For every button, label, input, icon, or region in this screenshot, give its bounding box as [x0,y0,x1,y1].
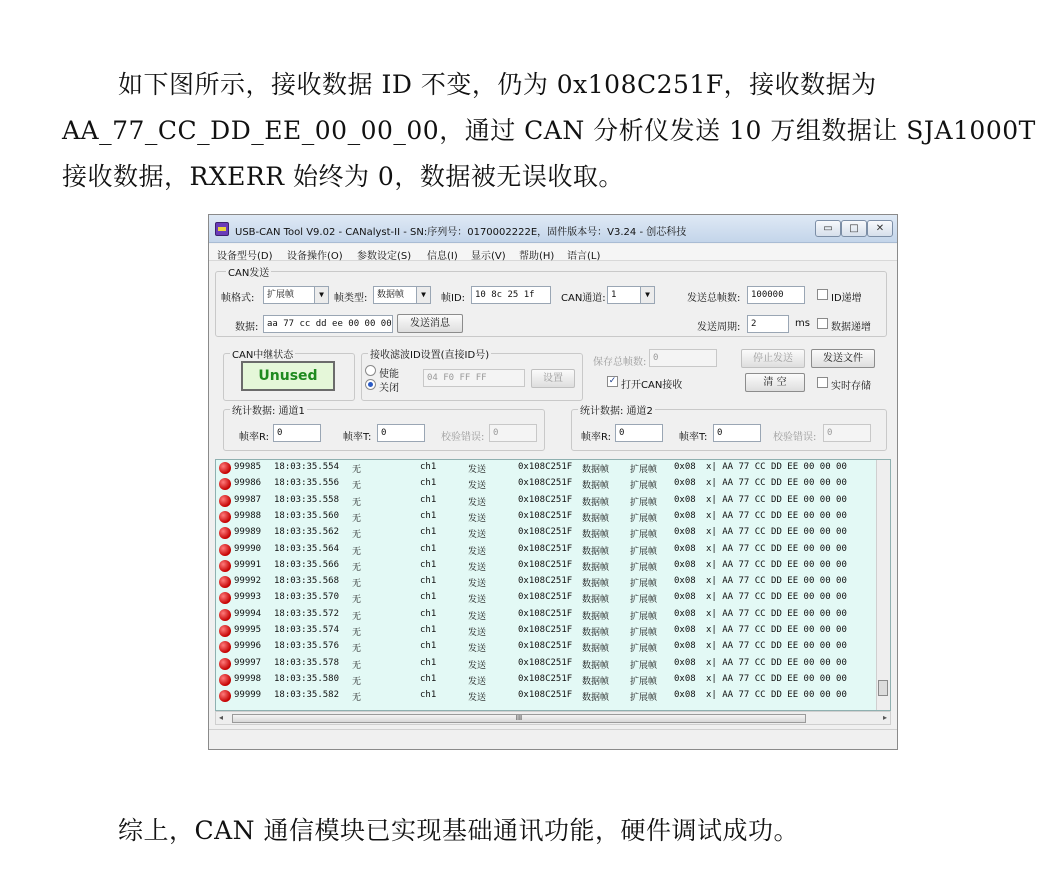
status-dot-icon [219,511,231,523]
status-dot-icon [219,674,231,686]
log-cell-fmt: 扩展帧 [630,530,658,541]
menu-info[interactable]: 信息(I) [427,251,458,262]
log-cell-dlc: 0x08 [674,494,696,505]
menu-view[interactable]: 显示(V) [471,251,506,262]
log-cell-id: 0x108C251F [518,576,573,587]
log-cell-dir: 发送 [468,497,487,508]
log-cell-time: 18:03:35.578 [274,657,340,668]
can-send-group-label: CAN发送 [226,264,271,279]
log-cell-dlc: 0x08 [674,673,696,684]
log-cell-seq: 99994 [234,608,262,619]
close-button[interactable]: ✕ [867,220,893,237]
stats-channel2-err-label: 校验错误: [773,432,817,443]
log-cell-flag: 无 [352,628,362,638]
chevron-down-icon: ▼ [416,287,430,303]
status-dot-icon [219,544,231,556]
log-cell-id: 0x108C251F [518,592,573,603]
log-row[interactable] [216,672,876,688]
frame-type-label: 帧类型: [334,293,368,304]
log-row[interactable] [216,574,876,590]
log-cell-id: 0x108C251F [518,462,573,472]
log-cell-seq: 99993 [234,592,262,603]
can-channel-select[interactable] [607,286,655,304]
saved-total-label: 保存总帧数: [593,357,647,368]
log-cell-time: 18:03:35.564 [274,543,340,554]
log-cell-dir: 发送 [468,546,487,557]
stats-channel1-rx-label: 帧率R: [239,432,270,443]
frame-id-label: 帧ID: [441,293,466,304]
id-increment-checkbox[interactable] [817,289,828,300]
log-cell-dlc: 0x08 [674,625,696,635]
log-cell-type: 数据帧 [582,513,610,524]
log-cell-dir: 发送 [468,465,487,475]
log-cell-dir: 发送 [468,644,487,655]
log-cell-ch: ch1 [420,510,437,521]
log-cell-fmt: 扩展帧 [630,628,658,638]
status-dot-icon [219,527,231,539]
log-cell-data: x| AA 77 CC DD EE 00 00 00 [706,527,847,538]
log-cell-dir: 发送 [468,660,487,671]
log-cell-fmt: 扩展帧 [630,611,658,622]
menu-language[interactable]: 语言(L) [567,251,601,262]
horizontal-scrollbar-thumb[interactable]: III [232,714,806,723]
status-dot-icon [219,478,231,490]
log-cell-flag: 无 [352,465,362,475]
relay-status-badge: Unused [241,361,335,391]
log-cell-type: 数据帧 [582,497,610,508]
status-dot-icon [219,560,231,572]
log-cell-dlc: 0x08 [674,657,696,668]
log-cell-dlc: 0x08 [674,478,696,489]
stats-channel1-err-label: 校验错误: [441,432,485,443]
log-cell-flag: 无 [352,530,362,541]
stats-channel2-label: 统计数据: 通道2 [578,402,655,417]
send-period-unit: ms [795,318,810,329]
log-cell-seq: 99989 [234,527,262,538]
log-cell-ch: ch1 [420,543,437,554]
send-message-button[interactable]: 发送消息 [397,314,463,333]
log-cell-ch: ch1 [420,478,437,489]
log-cell-id: 0x108C251F [518,494,573,505]
log-cell-type: 数据帧 [582,562,610,573]
log-cell-type: 数据帧 [582,660,610,671]
frame-type-value: 数据帧 [377,290,405,300]
log-cell-dir: 发送 [468,530,487,541]
minimize-button[interactable]: ▭ [815,220,841,237]
log-cell-type: 数据帧 [582,579,610,590]
log-cell-data: x| AA 77 CC DD EE 00 00 00 [706,543,847,554]
log-cell-dir: 发送 [468,628,487,638]
log-cell-type: 数据帧 [582,595,610,606]
log-cell-time: 18:03:35.560 [274,510,340,521]
log-cell-dlc: 0x08 [674,641,696,652]
log-cell-ch: ch1 [420,657,437,668]
log-cell-type: 数据帧 [582,611,610,622]
total-frames-input[interactable]: 100000 [747,286,805,304]
relay-status-group-label: CAN中继状态 [230,346,295,361]
log-cell-fmt: 扩展帧 [630,579,658,590]
status-dot-icon [219,592,231,604]
paragraph-intro-text: 如下图所示，接收数据 ID 不变，仍为 0x108C251F，接收数据为 AA_77_CC_DD_EE_00_00_00，通过 CAN 分析仪发送 10 万组数据让 SJA1000T 接收数据，RXERR 始终为 0，数据被无误收取。 [62,70,1036,191]
log-cell-ch: ch1 [420,527,437,538]
status-dot-icon [219,690,231,702]
log-cell-flag: 无 [352,513,362,524]
log-cell-fmt: 扩展帧 [630,693,658,704]
log-cell-ch: ch1 [420,641,437,652]
log-cell-dlc: 0x08 [674,543,696,554]
log-row[interactable] [216,460,876,476]
log-cell-flag: 无 [352,644,362,655]
status-dot-icon [219,576,231,588]
scroll-right-icon[interactable]: ▸ [882,713,887,722]
log-cell-fmt: 扩展帧 [630,644,658,655]
log-cell-dir: 发送 [468,676,487,687]
log-cell-type: 数据帧 [582,693,610,704]
vertical-scrollbar-thumb[interactable] [878,680,888,696]
status-dot-icon [219,641,231,653]
log-cell-seq: 99996 [234,641,262,652]
log-cell-flag: 无 [352,497,362,508]
log-cell-ch: ch1 [420,625,437,635]
log-cell-ch: ch1 [420,690,437,701]
log-cell-time: 18:03:35.572 [274,608,340,619]
log-cell-dlc: 0x08 [674,510,696,521]
menu-bar [209,244,897,261]
maximize-button[interactable]: □ [841,220,867,237]
log-cell-time: 18:03:35.576 [274,641,340,652]
status-dot-icon [219,658,231,670]
log-cell-fmt: 扩展帧 [630,513,658,524]
log-cell-ch: ch1 [420,608,437,619]
frame-format-value: 扩展帧 [267,290,295,300]
log-cell-dir: 发送 [468,579,487,590]
menu-device-model[interactable]: 设备型号(D) [217,251,273,262]
horizontal-scrollbar[interactable] [215,711,891,725]
frame-id-input[interactable]: 10 8c 25 1f [471,286,551,304]
can-channel-value: 1 [611,290,617,300]
menu-help[interactable]: 帮助(H) [519,251,555,262]
log-row[interactable] [216,656,876,672]
log-cell-id: 0x108C251F [518,543,573,554]
log-cell-data: x| AA 77 CC DD EE 00 00 00 [706,576,847,587]
log-cell-flag: 无 [352,693,362,704]
log-cell-type: 数据帧 [582,530,610,541]
stats-channel2-tx-label: 帧率T: [679,432,708,443]
log-cell-dir: 发送 [468,595,487,606]
log-cell-fmt: 扩展帧 [630,546,658,557]
log-cell-id: 0x108C251F [518,527,573,538]
data-increment-label: 数据递增 [831,322,871,333]
log-cell-flag: 无 [352,595,362,606]
log-cell-ch: ch1 [420,559,437,570]
log-cell-time: 18:03:35.580 [274,673,340,684]
log-cell-dlc: 0x08 [674,462,696,472]
log-row[interactable] [216,476,876,492]
log-cell-dlc: 0x08 [674,608,696,619]
log-cell-flag: 无 [352,676,362,687]
log-row[interactable] [216,590,876,606]
total-frames-label: 发送总帧数: [687,293,741,304]
log-cell-data: x| AA 77 CC DD EE 00 00 00 [706,657,847,668]
log-cell-data: x| AA 77 CC DD EE 00 00 00 [706,559,847,570]
log-cell-id: 0x108C251F [518,690,573,701]
stats-channel1-err-input: 0 [489,424,537,442]
status-dot-icon [219,495,231,507]
log-cell-time: 18:03:35.554 [274,462,340,472]
log-cell-id: 0x108C251F [518,625,573,635]
log-cell-type: 数据帧 [582,481,610,492]
menu-device-operation[interactable]: 设备操作(O) [287,251,343,262]
log-cell-time: 18:03:35.568 [274,576,340,587]
log-cell-flag: 无 [352,660,362,671]
frame-type-select[interactable] [373,286,431,304]
log-cell-seq: 99987 [234,494,262,505]
log-cell-seq: 99995 [234,625,262,635]
log-cell-seq: 99999 [234,690,262,701]
log-cell-data: x| AA 77 CC DD EE 00 00 00 [706,625,847,635]
frame-format-select[interactable] [263,286,329,304]
log-cell-dir: 发送 [468,513,487,524]
log-cell-fmt: 扩展帧 [630,660,658,671]
log-cell-data: x| AA 77 CC DD EE 00 00 00 [706,608,847,619]
log-cell-seq: 99992 [234,576,262,587]
usb-can-tool-window [208,214,898,750]
clear-button[interactable]: 清 空 [745,373,805,392]
log-cell-fmt: 扩展帧 [630,595,658,606]
log-cell-time: 18:03:35.558 [274,494,340,505]
app-icon [215,222,229,236]
log-row[interactable] [216,639,876,655]
log-cell-flag: 无 [352,611,362,622]
log-cell-id: 0x108C251F [518,673,573,684]
can-channel-label: CAN通道: [561,293,606,304]
log-cell-time: 18:03:35.566 [274,559,340,570]
log-cell-data: x| AA 77 CC DD EE 00 00 00 [706,462,847,472]
log-cell-seq: 99988 [234,510,262,521]
log-cell-time: 18:03:35.556 [274,478,340,489]
log-cell-fmt: 扩展帧 [630,497,658,508]
log-cell-id: 0x108C251F [518,478,573,489]
log-cell-seq: 99998 [234,673,262,684]
paragraph-intro [62,62,1042,200]
data-input[interactable]: aa 77 cc dd ee 00 00 00 [263,315,393,333]
log-cell-data: x| AA 77 CC DD EE 00 00 00 [706,673,847,684]
title-bar [209,215,897,243]
log-cell-id: 0x108C251F [518,510,573,521]
log-cell-seq: 99991 [234,559,262,570]
status-dot-icon [219,625,231,637]
data-label: 数据: [235,322,259,333]
frame-format-label: 帧格式: [221,293,255,304]
data-increment-checkbox[interactable] [817,318,828,329]
log-cell-dir: 发送 [468,481,487,492]
log-cell-flag: 无 [352,481,362,492]
message-log-list[interactable] [215,459,891,711]
id-increment-label: ID递增 [831,293,862,304]
log-row[interactable] [216,607,876,623]
log-cell-id: 0x108C251F [518,657,573,668]
filter-enable-radio[interactable] [365,365,376,376]
realtime-save-label: 实时存储 [831,381,871,392]
log-cell-type: 数据帧 [582,546,610,557]
log-cell-dir: 发送 [468,611,487,622]
log-cell-time: 18:03:35.570 [274,592,340,603]
stats-channel1-tx-input: 0 [377,424,425,442]
receive-filter-group-label: 接收滤波ID设置(直接ID号) [368,346,491,361]
log-cell-dir: 发送 [468,693,487,704]
log-cell-data: x| AA 77 CC DD EE 00 00 00 [706,494,847,505]
log-cell-ch: ch1 [420,576,437,587]
log-row[interactable] [216,688,876,704]
log-cell-ch: ch1 [420,592,437,603]
filter-close-label: 关闭 [379,383,399,394]
log-cell-data: x| AA 77 CC DD EE 00 00 00 [706,510,847,521]
window-title: USB-CAN Tool V9.02 - CANalyst-II - SN:序列号：0170002222E，固件版本号：V3.24 - 创芯科技 [235,227,687,238]
menu-parameter-settings[interactable]: 参数设定(S) [357,251,412,262]
saved-total-input: 0 [649,349,717,367]
send-period-input[interactable]: 2 [747,315,789,333]
log-cell-id: 0x108C251F [518,559,573,570]
send-period-label: 发送周期: [697,322,741,333]
log-cell-dir: 发送 [468,562,487,573]
realtime-save-checkbox[interactable] [817,377,828,388]
stats-channel2-err-input: 0 [823,424,871,442]
log-cell-data: x| AA 77 CC DD EE 00 00 00 [706,690,847,701]
log-row[interactable] [216,558,876,574]
filter-close-radio[interactable] [365,379,376,390]
log-cell-time: 18:03:35.574 [274,625,340,635]
status-dot-icon [219,462,231,474]
log-cell-id: 0x108C251F [518,641,573,652]
log-row[interactable] [216,525,876,541]
log-cell-flag: 无 [352,546,362,557]
filter-enable-label: 使能 [379,369,399,380]
log-cell-seq: 99997 [234,657,262,668]
status-dot-icon [219,609,231,621]
send-file-button[interactable]: 发送文件 [811,349,875,368]
log-cell-time: 18:03:35.582 [274,690,340,701]
filter-range-input[interactable]: 04 F0 FF FF [423,369,525,387]
stats-channel2-rx-input: 0 [615,424,663,442]
log-cell-ch: ch1 [420,462,437,472]
log-cell-fmt: 扩展帧 [630,676,658,687]
log-cell-fmt: 扩展帧 [630,562,658,573]
log-cell-dlc: 0x08 [674,559,696,570]
log-cell-type: 数据帧 [582,628,610,638]
log-cell-data: x| AA 77 CC DD EE 00 00 00 [706,641,847,652]
stats-channel1-rx-input: 0 [273,424,321,442]
log-cell-id: 0x108C251F [518,608,573,619]
log-cell-dlc: 0x08 [674,576,696,587]
log-cell-ch: ch1 [420,494,437,505]
status-bar [209,729,897,750]
stats-channel2-tx-input: 0 [713,424,761,442]
open-can-receive-label: 打开CAN接收 [621,380,683,391]
log-cell-data: x| AA 77 CC DD EE 00 00 00 [706,478,847,489]
log-cell-type: 数据帧 [582,465,610,475]
log-cell-fmt: 扩展帧 [630,481,658,492]
stats-channel2-rx-label: 帧率R: [581,432,612,443]
log-cell-dlc: 0x08 [674,527,696,538]
log-cell-dlc: 0x08 [674,690,696,701]
log-cell-type: 数据帧 [582,644,610,655]
log-cell-dlc: 0x08 [674,592,696,603]
stop-send-button[interactable]: 停止发送 [741,349,805,368]
scroll-left-icon[interactable]: ◂ [219,713,224,722]
log-cell-seq: 99985 [234,462,262,472]
log-cell-data: x| AA 77 CC DD EE 00 00 00 [706,592,847,603]
log-cell-ch: ch1 [420,673,437,684]
log-row[interactable] [216,493,876,509]
log-row[interactable] [216,542,876,558]
filter-set-button[interactable]: 设置 [531,369,575,388]
log-cell-flag: 无 [352,562,362,573]
chevron-down-icon: ▼ [314,287,328,303]
log-cell-time: 18:03:35.562 [274,527,340,538]
log-cell-seq: 99986 [234,478,262,489]
log-row[interactable] [216,509,876,525]
stats-channel1-tx-label: 帧率T: [343,432,372,443]
chevron-down-icon: ▼ [640,287,654,303]
log-cell-flag: 无 [352,579,362,590]
log-cell-fmt: 扩展帧 [630,465,658,475]
log-cell-seq: 99990 [234,543,262,554]
stats-channel1-label: 统计数据: 通道1 [230,402,307,417]
log-cell-type: 数据帧 [582,676,610,687]
open-can-receive-checkbox[interactable]: ✓ [608,376,617,386]
log-row[interactable] [216,623,876,639]
paragraph-conclusion: 综上，CAN 通信模块已实现基础通讯功能，硬件调试成功。 [118,816,800,845]
vertical-scrollbar[interactable] [876,460,890,710]
